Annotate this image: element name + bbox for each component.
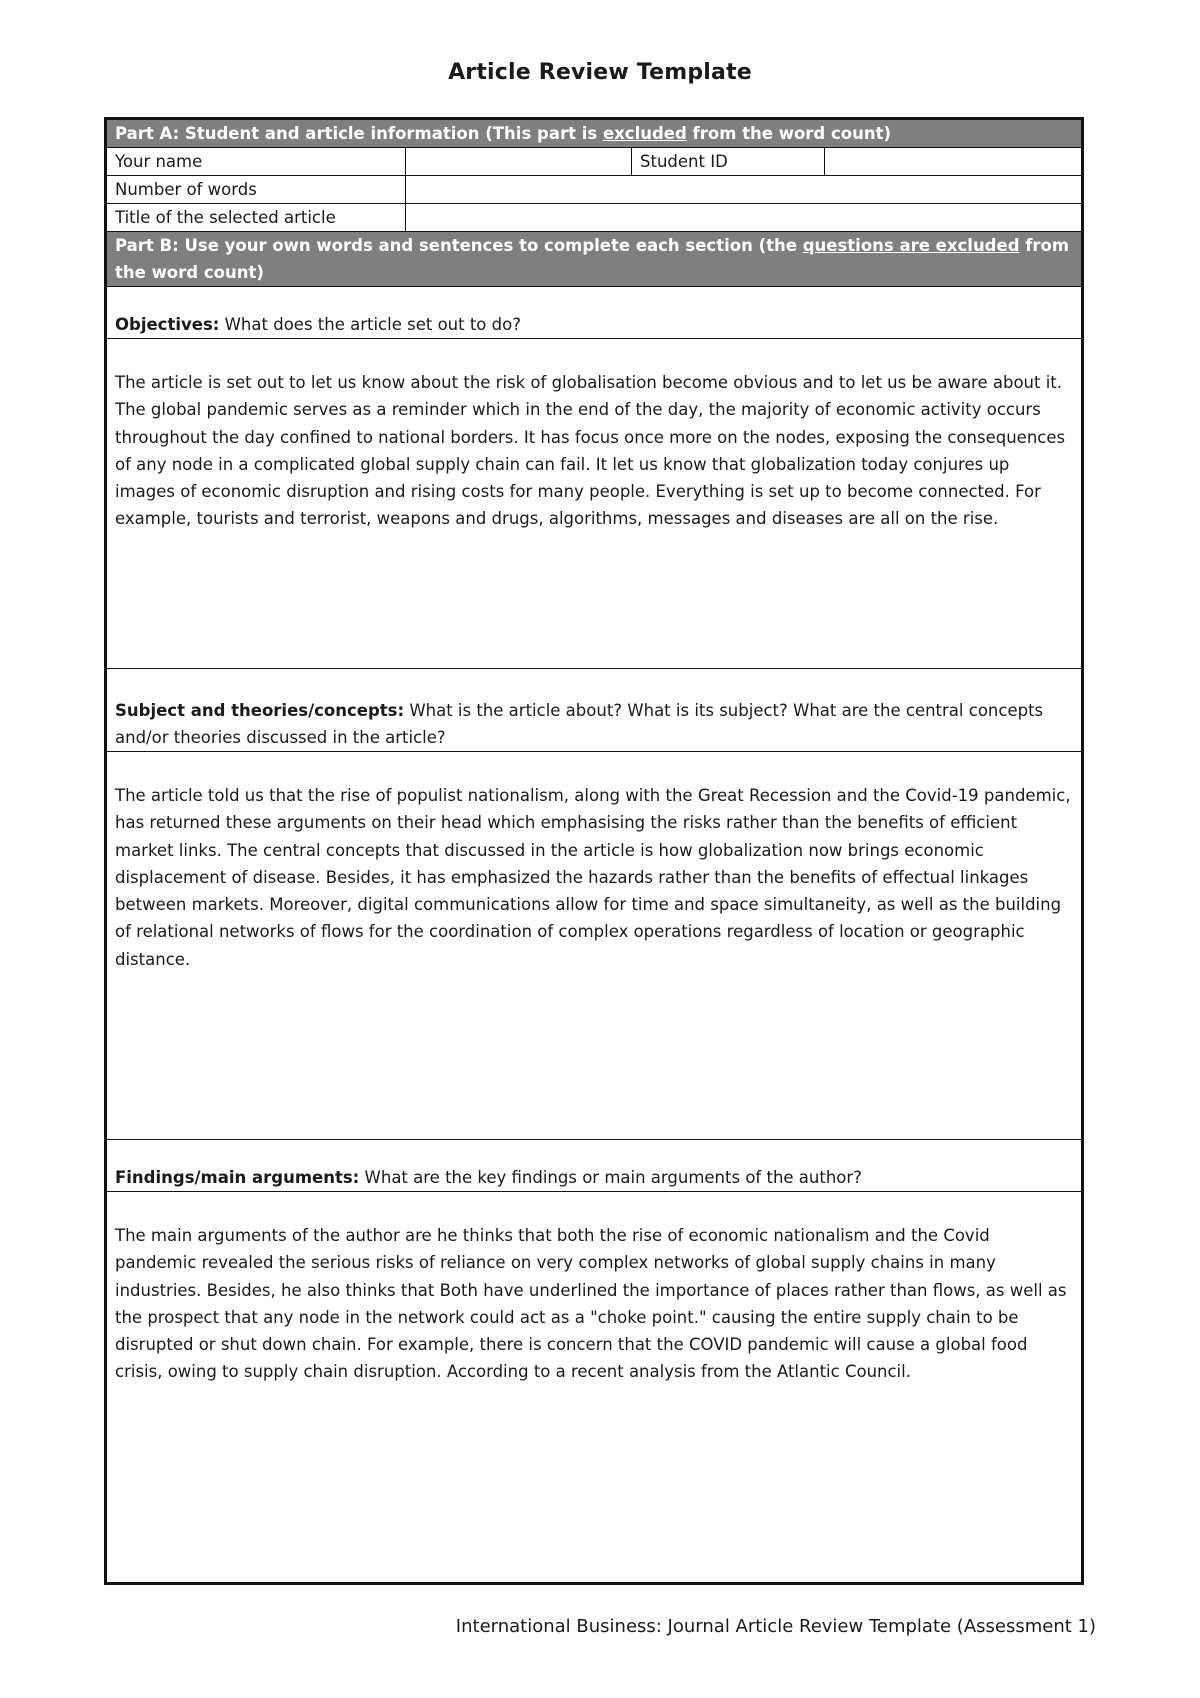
findings-question — [107, 1140, 1081, 1192]
findings-question-text: What are the key findings or main arguments of the author? — [359, 1168, 862, 1187]
article-title-field[interactable] — [405, 204, 1081, 231]
part-b-header-underlined: questions are excluded — [802, 236, 1020, 255]
part-a-header — [107, 120, 1081, 148]
subject-question-text: What is the article about? What is its subject? What are the central concepts and/or theories discussed in the article? — [115, 701, 1044, 747]
part-a-header-text-end: from the word count) — [686, 124, 892, 143]
review-table — [104, 117, 1084, 1585]
your-name-field[interactable] — [405, 148, 631, 175]
page-title: Article Review Template — [448, 60, 752, 85]
part-a-header-text: Part A: Student and article information (This part is — [115, 124, 603, 143]
objectives-question-text: What does the article set out to do? — [219, 315, 521, 334]
objectives-question — [107, 287, 1081, 339]
part-b-header-text-end: from the word count) — [115, 236, 1070, 282]
objectives-label: Objectives: — [115, 315, 220, 334]
article-title-row — [107, 204, 1081, 232]
student-id-label: Student ID — [631, 148, 824, 175]
findings-label: Findings/main arguments: — [115, 1168, 360, 1187]
page-footer: International Business: Journal Article Review Template (Assessment 1) — [455, 1616, 1096, 1637]
part-b-header-text: Part B: Use your own words and sentences to complete each section (the — [115, 236, 803, 255]
number-of-words-field[interactable] — [405, 176, 1081, 203]
part-a-header-underlined: excluded — [602, 124, 687, 143]
number-of-words-label: Number of words — [115, 180, 257, 199]
findings-answer[interactable]: The main arguments of the author are he thinks that both the rise of economic nationalism and the Covid pandemic revealed the serious risks of reliance on very complex networks of global supply chains in many industries. Besides, he also thinks that Both have underlined the importance of places rather than flows, as well as the prospect that any node in the network could act as a "choke point." causing the entire supply chain to be disrupted or shut down chain. For example, there is concern that the COVID pandemic will cause a global food crisis, owing to supply chain disruption. According to a recent analysis from the Atlantic Council. — [115, 1226, 1067, 1382]
your-name-row — [107, 148, 1081, 176]
number-of-words-row — [107, 176, 1081, 204]
your-name-label: Your name — [115, 152, 203, 171]
part-b-header — [107, 232, 1081, 287]
subject-answer[interactable]: The article told us that the rise of populist nationalism, along with the Great Recession and the Covid-19 pandemic, has returned these arguments on their head which emphasising the risks rather than the benefits of efficient market links. The central concepts that discussed in the article is how globalization now brings economic displacement of disease. Besides, it has emphasized the hazards rather than the benefits of effectual linkages between markets. Moreover, digital communications allow for time and space simultaneity, as well as the building of relational networks of flows for the coordination of complex operations regardless of location or geographic distance. — [107, 752, 1081, 1140]
objectives-answer[interactable]: The article is set out to let us know about the risk of globalisation become obvious and to let us be aware about it. The global pandemic serves as a reminder which in the end of the day, the majority of economic activity occurs throughout the day confined to national borders. It has focus once more on the nodes, exposing the consequences of any node in a complicated global supply chain can fail. It let us know that globalization today conjures up images of economic disruption and rising costs for many people. Everything is set up to become connected. For example, tourists and terrorist, weapons and drugs, algorithms, messages and diseases are all on the rise. — [107, 339, 1081, 669]
article-title-label: Title of the selected article — [115, 208, 336, 227]
subject-label: Subject and theories/concepts: — [115, 701, 405, 720]
student-id-field[interactable] — [824, 148, 1081, 175]
subject-question — [107, 669, 1081, 752]
